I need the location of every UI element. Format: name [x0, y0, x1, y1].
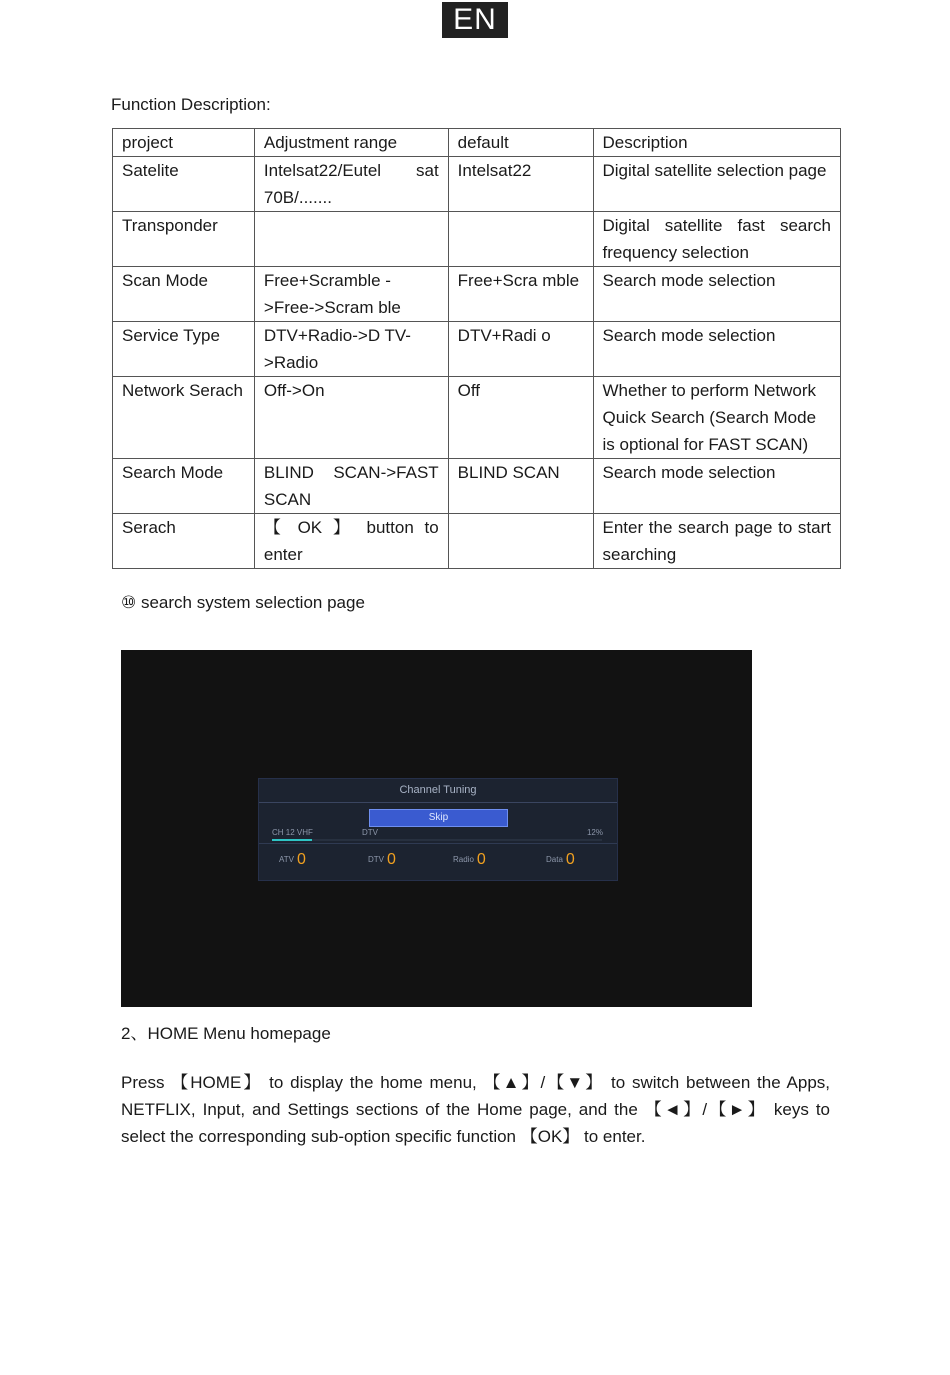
header-default: default — [448, 129, 593, 157]
cell-project: Scan Mode — [113, 267, 255, 322]
section-subheading: 2、HOME Menu homepage — [121, 1024, 331, 1043]
instruction-paragraph: Press 【HOME】 to display the home menu, 【▲】/【▼】 to switch between the Apps, NETFLIX, Input, and Settings sections of the Home page, and the 【◄】/【►】 keys to select the corresponding sub-option specific function 【OK】 to enter. — [121, 1073, 830, 1146]
cell-description: Digital satellite fast search frequency selection — [593, 212, 841, 267]
table-row — [113, 212, 841, 267]
table-header-row — [113, 129, 841, 157]
cell-default: Off — [448, 377, 593, 459]
progress-bar — [272, 839, 602, 841]
divider — [259, 843, 617, 844]
count-label: DTV — [368, 855, 384, 864]
count-label: ATV — [279, 855, 294, 864]
atv-count — [279, 851, 306, 869]
cell-default — [448, 212, 593, 267]
cell-default: DTV+Radi o — [448, 322, 593, 377]
progress-fill — [272, 839, 312, 841]
cell-range: Free+Scramble ->Free->Scram ble — [254, 267, 448, 322]
channel-label: CH 12 VHF — [272, 828, 313, 837]
tv-screenshot — [121, 650, 752, 1007]
cell-project: Transponder — [113, 212, 255, 267]
cell-description: Search mode selection — [593, 459, 841, 514]
cell-range: Off->On — [254, 377, 448, 459]
function-table — [112, 128, 841, 569]
table-row — [113, 322, 841, 377]
cell-range: Intelsat22/Eutel sat 70B/....... — [254, 157, 448, 212]
table-row — [113, 377, 841, 459]
count-value: 0 — [565, 851, 575, 868]
cell-project: Service Type — [113, 322, 255, 377]
cell-description: Whether to perform Network Quick Search (Search Mode is optional for FAST SCAN) — [593, 377, 841, 459]
header-project: project — [113, 129, 255, 157]
signal-type-label: DTV — [362, 828, 378, 837]
cell-description: Search mode selection — [593, 267, 841, 322]
cell-range: BLIND SCAN->FAST SCAN — [254, 459, 448, 514]
count-value: 0 — [476, 851, 486, 868]
divider — [259, 802, 617, 803]
skip-button[interactable]: Skip — [369, 809, 508, 827]
cell-description: Enter the search page to start searching — [593, 514, 841, 569]
language-badge: EN — [442, 2, 508, 38]
table-row — [113, 459, 841, 514]
count-value: 0 — [296, 851, 306, 868]
cell-project: Satelite — [113, 157, 255, 212]
table-row — [113, 157, 841, 212]
table-row — [113, 514, 841, 569]
cell-project: Serach — [113, 514, 255, 569]
data-count — [546, 851, 575, 869]
dtv-count — [368, 851, 396, 869]
radio-count — [453, 851, 486, 869]
cell-default: Free+Scra mble — [448, 267, 593, 322]
cell-default — [448, 514, 593, 569]
count-label: Data — [546, 855, 563, 864]
count-label: Radio — [453, 855, 474, 864]
cell-default: BLIND SCAN — [448, 459, 593, 514]
cell-range: 【 OK 】 button to enter — [254, 514, 448, 569]
cell-project: Network Serach — [113, 377, 255, 459]
cell-description: Digital satellite selection page — [593, 157, 841, 212]
header-adjustment-range: Adjustment range — [254, 129, 448, 157]
cell-description: Search mode selection — [593, 322, 841, 377]
cell-default: Intelsat22 — [448, 157, 593, 212]
cell-range: DTV+Radio->D TV->Radio — [254, 322, 448, 377]
figure-caption: ⑩ search system selection page — [121, 593, 365, 612]
table-row — [113, 267, 841, 322]
progress-percent: 12% — [586, 828, 603, 837]
tuning-title: Channel Tuning — [399, 784, 477, 796]
section-title: Function Description: — [111, 95, 271, 114]
cell-project: Search Mode — [113, 459, 255, 514]
header-description: Description — [593, 129, 841, 157]
channel-tuning-panel — [258, 778, 618, 881]
cell-range — [254, 212, 448, 267]
count-value: 0 — [387, 851, 396, 868]
